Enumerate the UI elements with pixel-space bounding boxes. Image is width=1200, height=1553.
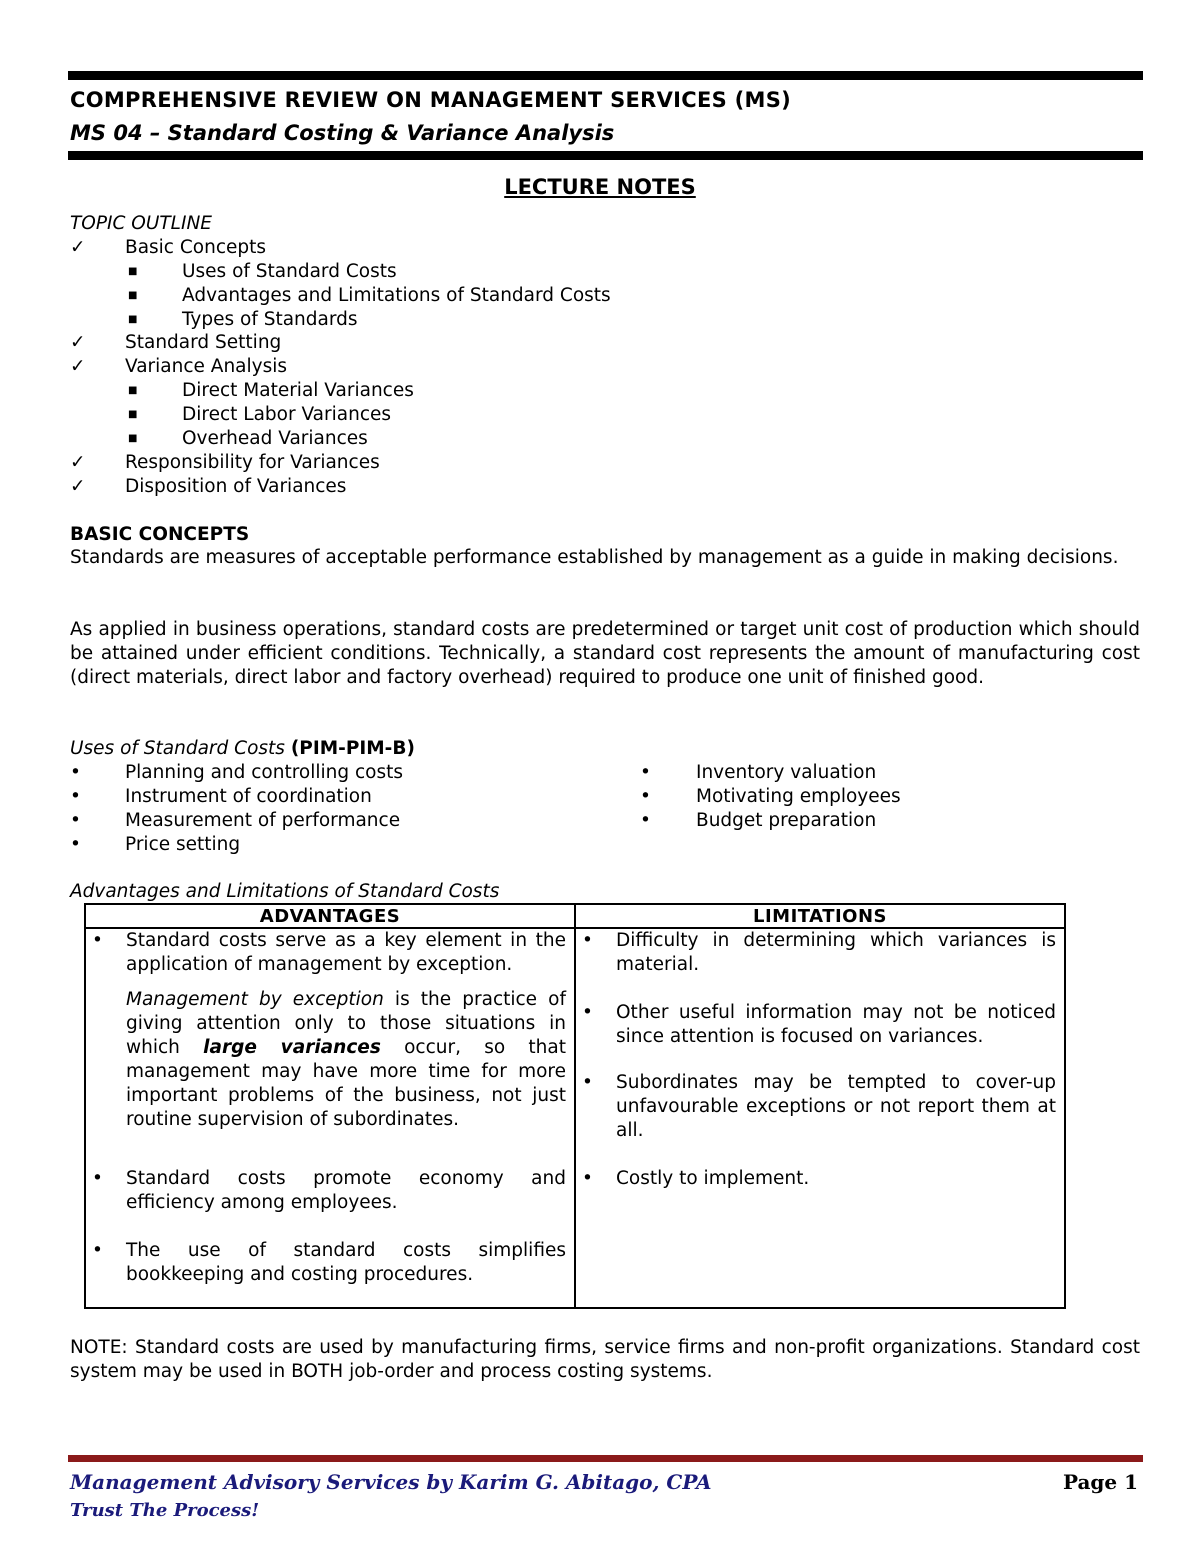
bullet-icon: •: [582, 1168, 593, 1189]
use-item: Budget preparation: [696, 810, 877, 831]
use-item: Measurement of performance: [125, 810, 401, 831]
bullet-icon: •: [92, 930, 103, 951]
limitation-text: Costly to implement.: [616, 1168, 810, 1189]
outline-item: Basic Concepts: [125, 237, 267, 258]
check-icon: ✓: [70, 332, 86, 353]
square-bullet-icon: ■: [128, 433, 138, 444]
advantage-text: The use of standard costs simplifies bookkeeping and costing procedures.: [126, 1240, 566, 1285]
outline-subitem: Overhead Variances: [182, 428, 368, 449]
limitations-cell: [575, 928, 1065, 1308]
uses-heading: [70, 737, 415, 761]
advantage-item: [92, 1239, 566, 1287]
bullet-icon: •: [70, 810, 81, 831]
limitation-text: Subordinates may be tempted to cover-up unfavourable exceptions or not report them at all.: [616, 1072, 1056, 1141]
mbe-emphasis: large variances: [203, 1037, 381, 1058]
uses-mnemonic: (PIM-PIM-B): [290, 738, 415, 759]
footer-tagline: Trust The Process!: [70, 1500, 260, 1521]
use-item: Instrument of coordination: [125, 786, 372, 807]
bullet-icon: •: [92, 1168, 103, 1189]
header-top-rule: [68, 71, 1143, 80]
bullet-icon: •: [582, 930, 593, 951]
square-bullet-icon: ■: [128, 266, 138, 277]
bullet-icon: •: [640, 786, 651, 807]
outline-subitem: Direct Material Variances: [182, 380, 414, 401]
bullet-icon: •: [640, 762, 651, 783]
use-item: Planning and controlling costs: [125, 762, 404, 783]
page-number: Page 1: [1062, 1470, 1138, 1494]
limitation-text: Difficulty in determining which variances is material.: [616, 930, 1056, 975]
check-icon: ✓: [70, 452, 86, 473]
bullet-icon: •: [582, 1072, 593, 1093]
advantage-item: [92, 1167, 566, 1215]
uses-heading-text: Uses of Standard Costs: [70, 738, 285, 759]
adv-lim-table: [84, 903, 1066, 1309]
footer-author: Management Advisory Services by Karim G. Abitago, CPA: [70, 1470, 712, 1494]
bullet-icon: •: [92, 1240, 103, 1261]
limitation-text: Other useful information may not be noticed since attention is focused on variances.: [616, 1002, 1056, 1047]
outline-item: Variance Analysis: [125, 356, 288, 377]
header-bottom-rule: [68, 151, 1143, 160]
advantages-cell: [85, 928, 575, 1308]
mbe-definition: [92, 988, 566, 1132]
adv-lim-heading: Advantages and Limitations of Standard Costs: [70, 881, 500, 902]
bullet-icon: •: [640, 810, 651, 831]
outline-item: Disposition of Variances: [125, 476, 347, 497]
limitation-item: [582, 1001, 1056, 1049]
limitation-item: [582, 1071, 1056, 1143]
limitations-header: LIMITATIONS: [575, 904, 1065, 928]
footer-rule: [68, 1455, 1143, 1462]
bullet-icon: •: [70, 762, 81, 783]
mbe-text: is the practice of giving attention only to those situations in which: [126, 989, 566, 1058]
use-item: Inventory valuation: [696, 762, 877, 783]
topic-outline-heading: TOPIC OUTLINE: [70, 213, 212, 234]
standards-paragraph: Standards are measures of acceptable performance established by management as a guide in making decisions.: [70, 547, 1119, 568]
lecture-notes-title: LECTURE NOTES: [504, 175, 696, 199]
mbe-text: occur, so that management may have more time for more important problems of the business, not just routine supervision of subordinates.: [126, 1037, 566, 1130]
bullet-icon: •: [582, 1002, 593, 1023]
outline-subitem: Direct Labor Variances: [182, 404, 392, 425]
square-bullet-icon: ■: [128, 290, 138, 301]
outline-subitem: Advantages and Limitations of Standard Costs: [182, 285, 611, 306]
check-icon: ✓: [70, 476, 86, 497]
advantage-text: Standard costs promote economy and efficiency among employees.: [126, 1168, 566, 1213]
advantages-header: ADVANTAGES: [85, 904, 575, 928]
bullet-icon: •: [70, 834, 81, 855]
check-icon: ✓: [70, 356, 86, 377]
outline-subitem: Uses of Standard Costs: [182, 261, 397, 282]
basic-concepts-heading: BASIC CONCEPTS: [70, 524, 250, 545]
standard-costs-paragraph: As applied in business operations, standard costs are predetermined or target unit cost of production which should be attained under efficient conditions. Technically, a standard cost represents the amount of manufacturing cost (direct materials, direct labor and factory overhead) required to produce one unit of finished good.: [70, 619, 1140, 688]
mbe-term: Management by exception: [126, 989, 384, 1010]
limitation-item: [582, 929, 1056, 977]
use-item: Price setting: [125, 834, 241, 855]
square-bullet-icon: ■: [128, 409, 138, 420]
limitation-item: [582, 1167, 1056, 1191]
outline-item: Standard Setting: [125, 332, 282, 353]
bullet-icon: •: [70, 786, 81, 807]
course-title: COMPREHENSIVE REVIEW ON MANAGEMENT SERVICES (MS): [70, 88, 792, 112]
check-icon: ✓: [70, 237, 86, 258]
outline-item: Responsibility for Variances: [125, 452, 380, 473]
advantage-item: [92, 929, 566, 977]
square-bullet-icon: ■: [128, 385, 138, 396]
note-paragraph: NOTE: Standard costs are used by manufacturing firms, service firms and non-profit organizations. Standard cost system may be used in BOTH job-order and process costing systems.: [70, 1337, 1140, 1382]
use-item: Motivating employees: [696, 786, 901, 807]
outline-subitem: Types of Standards: [182, 309, 358, 330]
advantage-text: Standard costs serve as a key element in the application of management by exception.: [126, 930, 566, 975]
square-bullet-icon: ■: [128, 314, 138, 325]
module-title: MS 04 – Standard Costing & Variance Analysis: [70, 121, 615, 145]
